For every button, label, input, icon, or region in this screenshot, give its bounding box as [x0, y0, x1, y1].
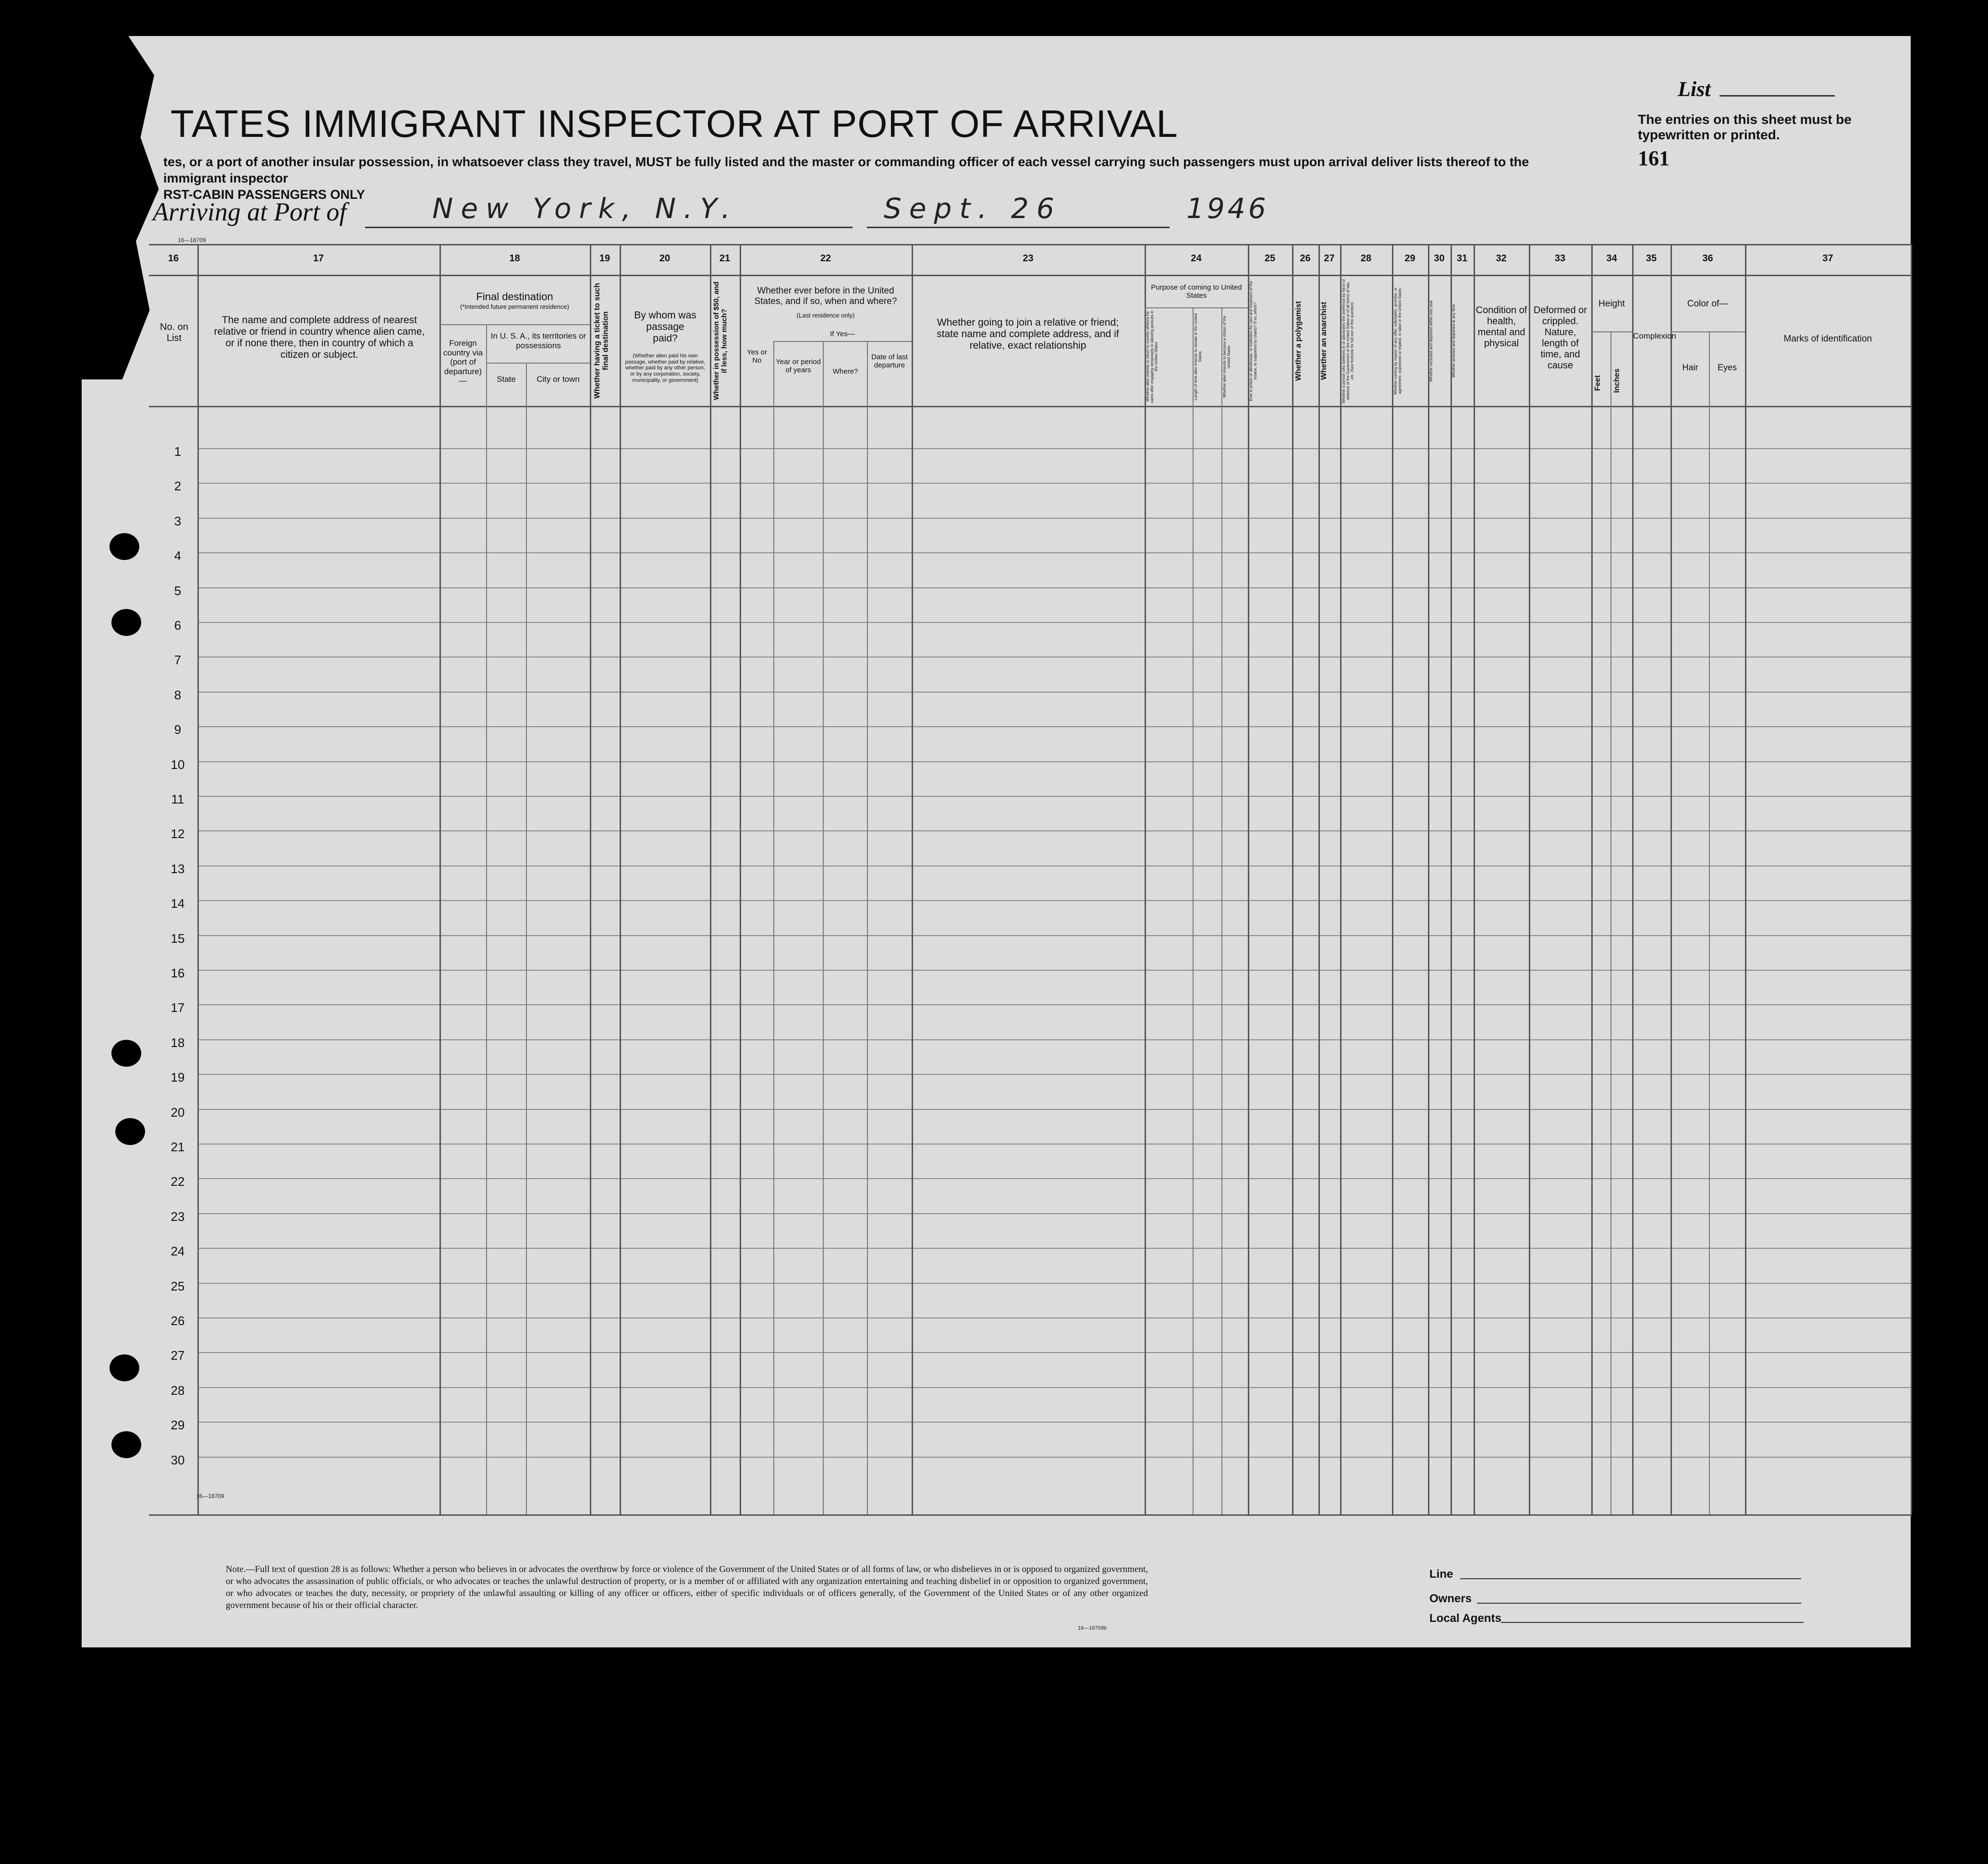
- col-number: 30: [1434, 253, 1445, 264]
- col20-title: By whom was passage paid?: [634, 310, 696, 344]
- table-form-number: 16—18709: [196, 1493, 224, 1499]
- hdr-rule: [486, 363, 590, 364]
- row-rule: [197, 622, 1911, 623]
- row-number: 9: [174, 722, 182, 737]
- col-number: 25: [1264, 253, 1276, 264]
- col-number: 21: [719, 253, 731, 264]
- col22-where: Where?: [832, 367, 858, 376]
- col-number: 37: [1822, 253, 1833, 264]
- col-divider: [1745, 244, 1746, 1514]
- owners-label: Owners: [1429, 1592, 1472, 1605]
- binder-hole: [111, 609, 141, 636]
- col24-a: Whether alien intends to return to country whence he came after engaging temporarily in laboring pursuits in the United States: [1146, 310, 1159, 403]
- col17-header: The name and complete address of nearest relative or friend in country whence alien came, or if none there, then in country of which a citizen or subject.: [214, 315, 425, 361]
- col22-note: (Last residence only): [796, 312, 855, 319]
- col-divider: [823, 341, 824, 1514]
- col-number: 33: [1554, 253, 1566, 264]
- binder-hole: [115, 1118, 145, 1145]
- row-number: 1: [174, 444, 182, 459]
- col18-usa: In U. S. A., its territories or possessions: [490, 331, 586, 350]
- col34-inches: Inches: [1613, 368, 1621, 393]
- col25-header: Ever in prison or almshouse, or institution for care and treatment of the insane, or supported by charity? If so, which?: [1249, 281, 1257, 401]
- row-rule: [197, 900, 1911, 901]
- form-title: TATES IMMIGRANT INSPECTOR AT PORT OF ARRIVAL: [171, 102, 1178, 145]
- row-number: 28: [171, 1383, 185, 1398]
- col22-date: Date of last departure: [871, 353, 908, 370]
- table-top-rule: [149, 244, 1912, 245]
- col-divider: [1591, 244, 1593, 1514]
- sheet-number: 161: [1638, 146, 1670, 170]
- binder-hole: [110, 1354, 139, 1381]
- port-value: New York, N.Y.: [432, 192, 738, 225]
- row-rule: [197, 726, 1911, 727]
- row-number: 17: [171, 1000, 185, 1015]
- hdr-rule: [1591, 331, 1632, 332]
- row-number: 18: [171, 1035, 185, 1050]
- port-line: [365, 227, 853, 228]
- form-subtitle: [163, 154, 1556, 203]
- row-number: 19: [171, 1070, 185, 1085]
- col19-header: Whether having a ticket to such final destination: [593, 283, 610, 399]
- arriving-label: Arriving at Port of: [153, 197, 347, 226]
- row-rule: [197, 1213, 1911, 1214]
- col-number: 29: [1404, 253, 1415, 264]
- col-divider: [1474, 244, 1475, 1514]
- col-divider: [1632, 244, 1634, 1514]
- owners-field[interactable]: [1477, 1603, 1801, 1604]
- col36-title: Color of—: [1687, 299, 1729, 309]
- col-divider: [1392, 244, 1393, 1514]
- agents-field[interactable]: [1501, 1622, 1804, 1623]
- col-divider: [526, 363, 527, 1514]
- col36-eyes: Eyes: [1717, 363, 1737, 372]
- instructions: The entries on this sheet must be typewritten or printed.: [1638, 112, 1852, 142]
- col-divider: [1248, 244, 1249, 1514]
- row-rule: [197, 483, 1911, 484]
- col-divider: [439, 244, 441, 1514]
- col-divider: [773, 341, 774, 1514]
- col-divider: [740, 244, 741, 1514]
- row-number: 20: [171, 1105, 185, 1120]
- form-sheet: [82, 36, 1911, 1647]
- colnum-rule: [149, 275, 1912, 276]
- footnote-form-number: 16—18709b: [1078, 1625, 1107, 1631]
- col22-yesno: Yes or No: [747, 348, 767, 365]
- row-number: 2: [174, 479, 182, 494]
- col-divider: [1221, 307, 1222, 1514]
- col-number: 26: [1300, 253, 1311, 264]
- footnote-text: Note.—Full text of question 28 is as follows: Whether a person who believes in or advocates the overthrow by force or violence of the Government of the United States or of all forms of law, or who disbelieves in or is opposed to organized government, or who advocates the assassination of public officials, or who advocates or teaches the unlawful destruction of property, or is a member of or affiliated with any organization entertaining and teaching disbelief in or opposition to organized government, or who advocates or teaches the duty, necessity, or propriety of the unlawful assaulting or killing of any officer or officers, either of specific individuals or of officers generally, of the Government of the United States or of any other organized government because of his or their official character.: [226, 1564, 1148, 1610]
- row-number: 22: [171, 1174, 185, 1189]
- row-number: 30: [171, 1452, 185, 1467]
- row-number: 8: [174, 687, 182, 702]
- row-number: 21: [171, 1140, 185, 1154]
- col16-header: No. on List: [160, 322, 188, 343]
- row-rule: [197, 970, 1911, 971]
- col-number: 24: [1191, 253, 1202, 264]
- col24-title: Purpose of coming to United States: [1151, 283, 1242, 300]
- col18-state: State: [497, 375, 516, 384]
- row-number: 11: [171, 792, 184, 806]
- hdr-rule: [1145, 307, 1248, 308]
- col-divider: [912, 244, 913, 1514]
- hdr-rule: [439, 324, 590, 325]
- row-number: 4: [174, 548, 182, 563]
- row-rule: [197, 1248, 1911, 1249]
- col-divider: [1145, 244, 1146, 1514]
- col-divider: [1428, 244, 1429, 1514]
- col-divider: [1193, 307, 1194, 1514]
- col-divider: [486, 324, 487, 1514]
- col-number: 20: [659, 253, 671, 264]
- col18-city: City or town: [537, 375, 580, 384]
- col-divider: [1610, 331, 1611, 1514]
- row-rule: [197, 1457, 1911, 1458]
- col-number: 27: [1324, 253, 1335, 264]
- col28-header: Whether a person who believes in or advocates the overthrow by force or violence of the Government of the United States or of all forms of law, etc. (See footnote for full text of this question): [1342, 279, 1354, 403]
- line-label: Line: [1429, 1568, 1453, 1581]
- col34-feet: Feet: [1594, 375, 1602, 391]
- col37-header: Marks of identification: [1783, 334, 1872, 344]
- row-number: 6: [174, 618, 182, 633]
- col-number: 23: [1023, 253, 1034, 264]
- col26-header: Whether a polygamist: [1294, 301, 1303, 381]
- col29-header: Whether coming by reason of any offer, solicitation, promise, or agreement, expressed or implied, to labor in the United States: [1393, 287, 1402, 395]
- row-rule: [197, 587, 1911, 588]
- table-bottom-rule: [149, 1514, 1912, 1516]
- row-rule: [197, 657, 1911, 658]
- row-rule: [197, 1387, 1911, 1388]
- col-divider: [1529, 244, 1530, 1514]
- row-rule: [197, 1283, 1911, 1284]
- col33-header: Deformed or crippled. Nature, length of time, and cause: [1533, 305, 1587, 371]
- row-number: 16: [171, 966, 185, 980]
- row-rule: [197, 1074, 1911, 1075]
- row-rule: [197, 1109, 1911, 1110]
- col-divider: [1318, 244, 1320, 1514]
- col22-ifyes: If Yes—: [830, 330, 855, 338]
- col32-header: Condition of health, mental and physical: [1476, 305, 1527, 349]
- col-number: 22: [820, 253, 831, 264]
- col-divider: [1340, 244, 1342, 1514]
- col-number: 17: [313, 253, 324, 264]
- col-number: 18: [509, 253, 520, 264]
- row-number: 12: [171, 827, 185, 841]
- row-number: 23: [171, 1209, 185, 1224]
- col-divider: [1911, 244, 1912, 1514]
- col30-header: Whether excluded and deported within one year: [1429, 300, 1433, 382]
- list-label: List: [1678, 77, 1711, 101]
- row-rule: [197, 1317, 1911, 1318]
- row-number: 15: [171, 931, 185, 946]
- col21-header: Whether in possession of $50, and if less, how much?: [712, 281, 729, 401]
- header-bottom-rule: [149, 406, 1912, 407]
- col-number: 34: [1606, 253, 1617, 264]
- binder-hole: [110, 533, 139, 560]
- date-line: [867, 227, 1170, 228]
- list-line: [1720, 95, 1835, 97]
- col-divider: [710, 244, 711, 1514]
- col-divider: [197, 244, 199, 1514]
- col-number: 31: [1456, 253, 1468, 264]
- row-number: 7: [174, 653, 182, 668]
- row-rule: [197, 1004, 1911, 1005]
- year-value: 1946: [1186, 192, 1269, 225]
- row-rule: [197, 1144, 1911, 1145]
- col34-title: Height: [1598, 299, 1625, 309]
- col35-header: Complexion: [1633, 331, 1676, 341]
- col24-c: Whether alien intends to become a citizen of the United States: [1222, 316, 1231, 398]
- col23-header: Whether going to join a relative or friend; state name and complete address, and if relative, exact relationship: [937, 317, 1119, 352]
- row-rule: [197, 761, 1911, 762]
- date-value: Sept. 26: [884, 192, 1062, 225]
- col-divider: [620, 244, 621, 1514]
- row-number: 10: [171, 757, 185, 772]
- row-number: 13: [171, 861, 185, 876]
- col-number: 28: [1360, 253, 1372, 264]
- hdr-rule: [1671, 331, 1745, 332]
- binder-hole: [111, 1040, 141, 1067]
- col-number: 35: [1646, 253, 1657, 264]
- row-rule: [197, 796, 1911, 797]
- col-divider: [1709, 331, 1710, 1514]
- row-rule: [197, 448, 1911, 449]
- row-number: 14: [171, 896, 185, 911]
- line-field[interactable]: [1460, 1578, 1801, 1579]
- row-rule: [197, 1039, 1911, 1040]
- col24-b: Length of time alien intends to remain in the United States: [1194, 313, 1202, 400]
- row-number: 5: [174, 583, 182, 598]
- row-rule: [197, 1178, 1911, 1179]
- col-number: 19: [599, 253, 610, 264]
- col31-header: Whether arrested and deported at any time: [1451, 304, 1456, 378]
- col36-hair: Hair: [1682, 363, 1698, 372]
- row-rule: [197, 865, 1911, 866]
- col-divider: [1451, 244, 1452, 1514]
- row-number: 29: [171, 1418, 185, 1433]
- subtitle-line1: tes, or a port of another insular possession, in whatsoever class they travel, MUST be fully listed and the master or commanding officer of each vessel carrying such passengers must upon arrival deliver lists thereof to the immigrant inspector: [163, 155, 1529, 185]
- row-rule: [197, 1352, 1911, 1353]
- col-number: 36: [1702, 253, 1713, 264]
- row-number: 24: [171, 1244, 185, 1259]
- binder-hole: [111, 1431, 141, 1458]
- col-divider: [867, 341, 868, 1514]
- hdr-rule: [773, 341, 912, 342]
- col20-note: (Whether alien paid his own passage, whether paid by relative, whether paid by any other person, or by any corporation, society, municipality, or government): [625, 353, 706, 383]
- col-divider: [1292, 244, 1293, 1514]
- col-number: 16: [168, 253, 179, 264]
- col22-years: Year or period of years: [776, 358, 821, 375]
- agents-label: Local Agents: [1429, 1612, 1501, 1625]
- subtitle-line2: RST-CABIN PASSENGERS ONLY: [163, 187, 366, 202]
- col-number: 32: [1496, 253, 1507, 264]
- col-divider: [1671, 244, 1672, 1514]
- form-number: 16—18709: [178, 237, 206, 244]
- row-rule: [197, 830, 1911, 831]
- row-rule: [197, 518, 1911, 519]
- row-rule: [197, 552, 1911, 553]
- col18-foreign: Foreign country via (port of departure) —: [443, 339, 483, 386]
- row-number: 26: [171, 1314, 185, 1328]
- col18-title: Final destination: [476, 291, 553, 303]
- col22-title: Whether ever before in the United States, and if so, when and where?: [754, 286, 897, 306]
- col27-header: Whether an anarchist: [1320, 302, 1328, 380]
- col-divider: [590, 244, 591, 1514]
- row-rule: [197, 935, 1911, 936]
- row-number: 25: [171, 1279, 185, 1293]
- row-rule: [197, 1422, 1911, 1423]
- row-number: 3: [174, 513, 182, 528]
- row-rule: [197, 692, 1911, 693]
- col18-note: (*Intended future permanent residence): [460, 303, 569, 310]
- row-number: 27: [171, 1348, 185, 1363]
